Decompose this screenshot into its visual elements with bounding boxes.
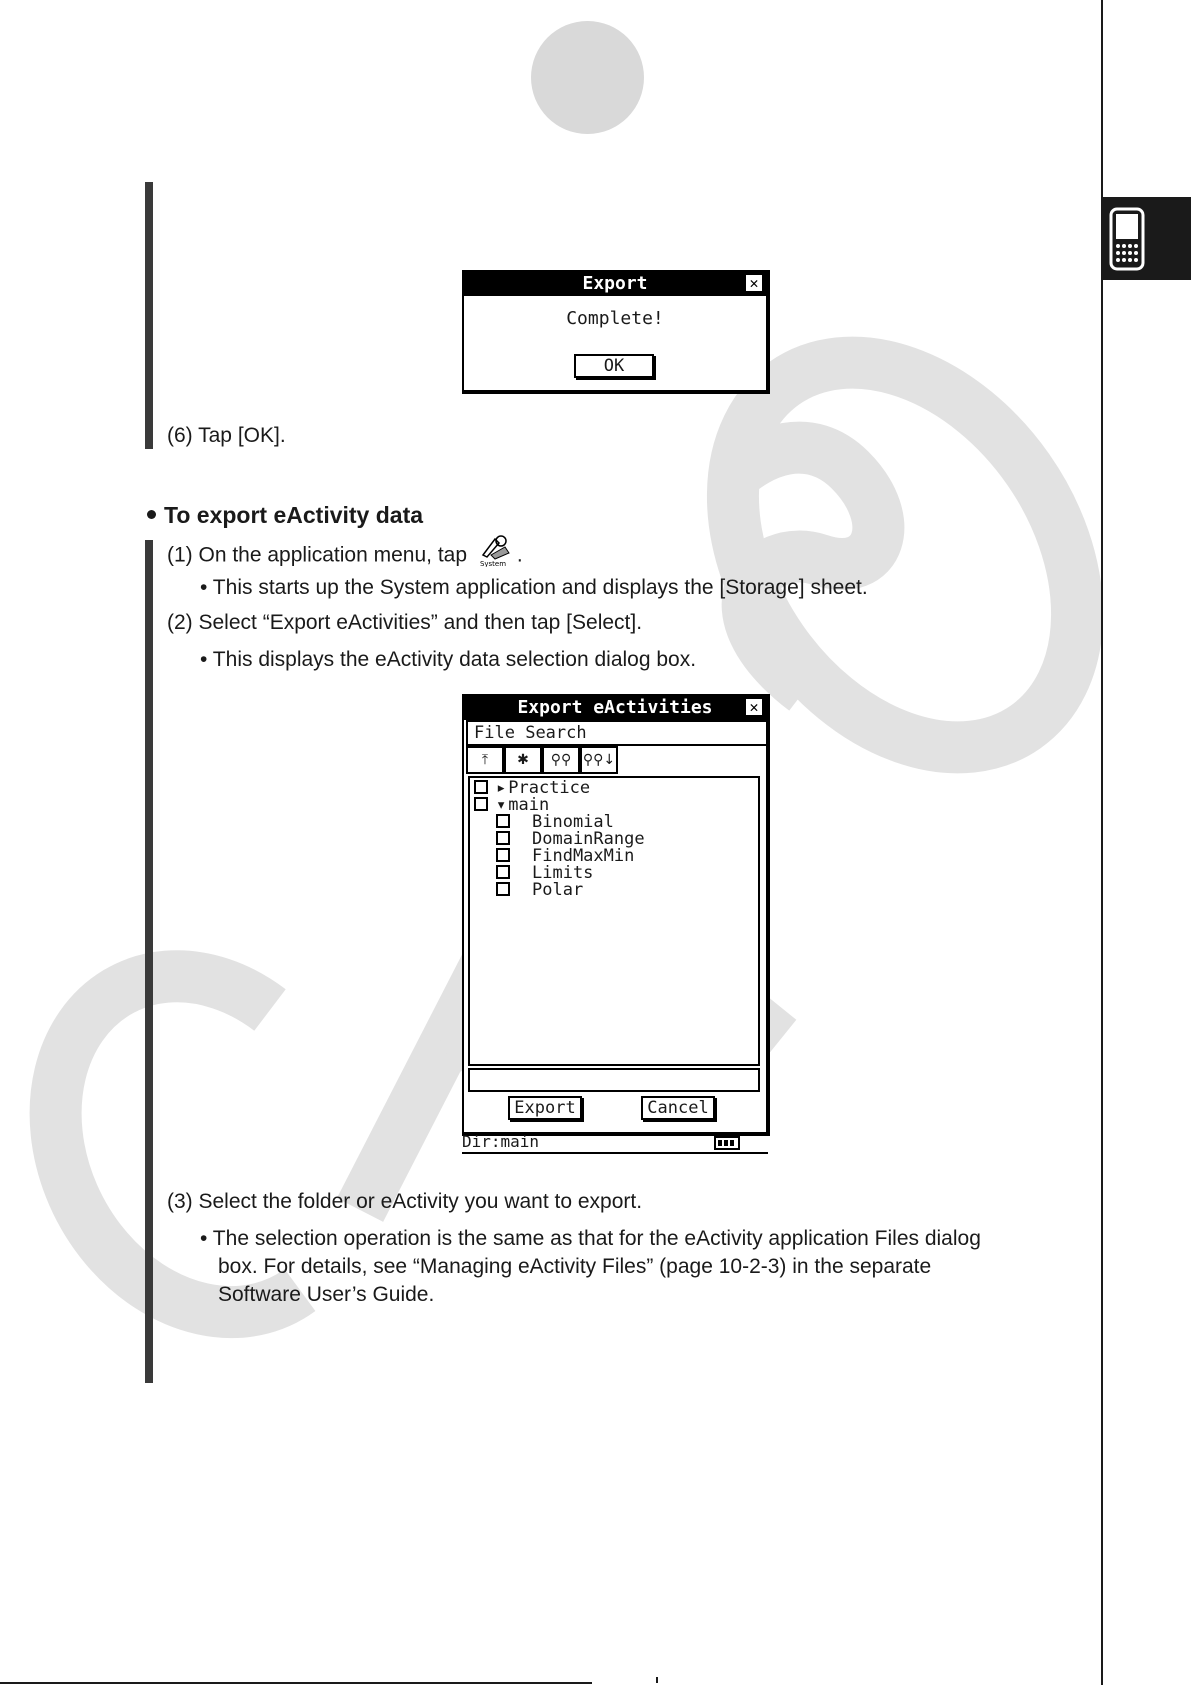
checkbox[interactable] xyxy=(496,814,510,828)
dialog-title-bar xyxy=(464,696,766,720)
close-icon[interactable]: ✕ xyxy=(746,699,762,715)
step-1 xyxy=(167,539,523,573)
checkbox[interactable] xyxy=(496,831,510,845)
tree-file-row[interactable] xyxy=(496,882,583,899)
tree-item-label: FindMaxMin xyxy=(532,846,635,866)
checkbox[interactable] xyxy=(496,882,510,896)
ok-button[interactable]: OK xyxy=(574,354,654,378)
step-3-note-line2: box. For details, see “Managing eActivity Files” (page 10-2-3) in the separate xyxy=(218,1255,932,1278)
toolbar xyxy=(464,746,762,774)
tree-item-label: main xyxy=(508,795,550,815)
menu-bar xyxy=(466,720,768,746)
status-dir: Dir:main xyxy=(462,1132,540,1151)
export-complete-dialog xyxy=(462,270,770,394)
export-eactivities-screen xyxy=(462,694,768,1156)
tree-item-label: Polar xyxy=(532,880,584,900)
search-next-icon[interactable]: ⚲⚲↓ xyxy=(580,746,618,774)
tree-item-label: Limits xyxy=(532,863,594,883)
section-heading xyxy=(147,502,423,528)
caret-down-icon[interactable]: ▾ xyxy=(496,795,507,815)
calculator-tab xyxy=(1103,197,1191,280)
step-1-note: • This starts up the System application and displays the [Storage] sheet. xyxy=(200,576,868,599)
step-3-note-line1: • The selection operation is the same as that for the eActivity application Files dialog xyxy=(200,1227,981,1250)
checkbox[interactable] xyxy=(496,848,510,862)
export-eactivities-dialog xyxy=(462,694,770,1136)
up-folder-icon[interactable]: ⤒ xyxy=(466,746,504,774)
checkbox[interactable] xyxy=(474,797,488,811)
system-app-icon xyxy=(473,533,517,567)
step-1-text: (1) On the application menu, tap xyxy=(167,543,468,567)
step-6: (6) Tap [OK]. xyxy=(167,424,286,447)
footer-rule xyxy=(0,1682,592,1684)
menu-file[interactable]: File xyxy=(474,723,515,743)
new-folder-icon[interactable]: ✱ xyxy=(504,746,542,774)
dialog-title: Export eActivities xyxy=(517,697,713,718)
dialog-title: Export xyxy=(582,273,648,294)
footer-tick xyxy=(656,1677,658,1683)
search-icon[interactable]: ⚲⚲ xyxy=(542,746,580,774)
step-3: (3) Select the folder or eActivity you want to export. xyxy=(167,1190,643,1213)
file-tree xyxy=(468,776,760,1066)
dialog-title-bar xyxy=(464,272,766,296)
export-button[interactable]: Export xyxy=(508,1096,582,1120)
step-1-suffix: . xyxy=(516,543,523,567)
step-2: (2) Select “Export eActivities” and then tap [Select]. xyxy=(167,611,643,634)
tree-item-label: DomainRange xyxy=(532,829,645,849)
battery-icon xyxy=(714,1136,740,1150)
tree-item-label: Practice xyxy=(508,778,591,798)
step-group-bar xyxy=(145,182,153,449)
section-heading-text: To export eActivity data xyxy=(164,502,424,528)
step-group-bar xyxy=(145,540,153,1383)
tree-item-label: Binomial xyxy=(532,812,614,832)
step-3-note-line3: Software User’s Guide. xyxy=(218,1283,435,1306)
caret-right-icon[interactable]: ▸ xyxy=(496,778,507,798)
bullet-icon xyxy=(147,510,156,519)
system-icon-label: System xyxy=(479,560,506,567)
step-2-note: • This displays the eActivity data selection dialog box. xyxy=(200,648,697,671)
menu-search[interactable]: Search xyxy=(525,723,587,743)
chapter-circle xyxy=(531,21,644,134)
checkbox[interactable] xyxy=(474,780,488,794)
calculator-icon xyxy=(1103,197,1191,280)
cancel-button[interactable]: Cancel xyxy=(641,1096,715,1120)
selection-field[interactable] xyxy=(468,1068,760,1092)
checkbox[interactable] xyxy=(496,865,510,879)
close-icon[interactable]: ✕ xyxy=(746,275,762,291)
dialog-message: Complete! xyxy=(566,308,664,329)
status-bar xyxy=(462,1132,768,1154)
